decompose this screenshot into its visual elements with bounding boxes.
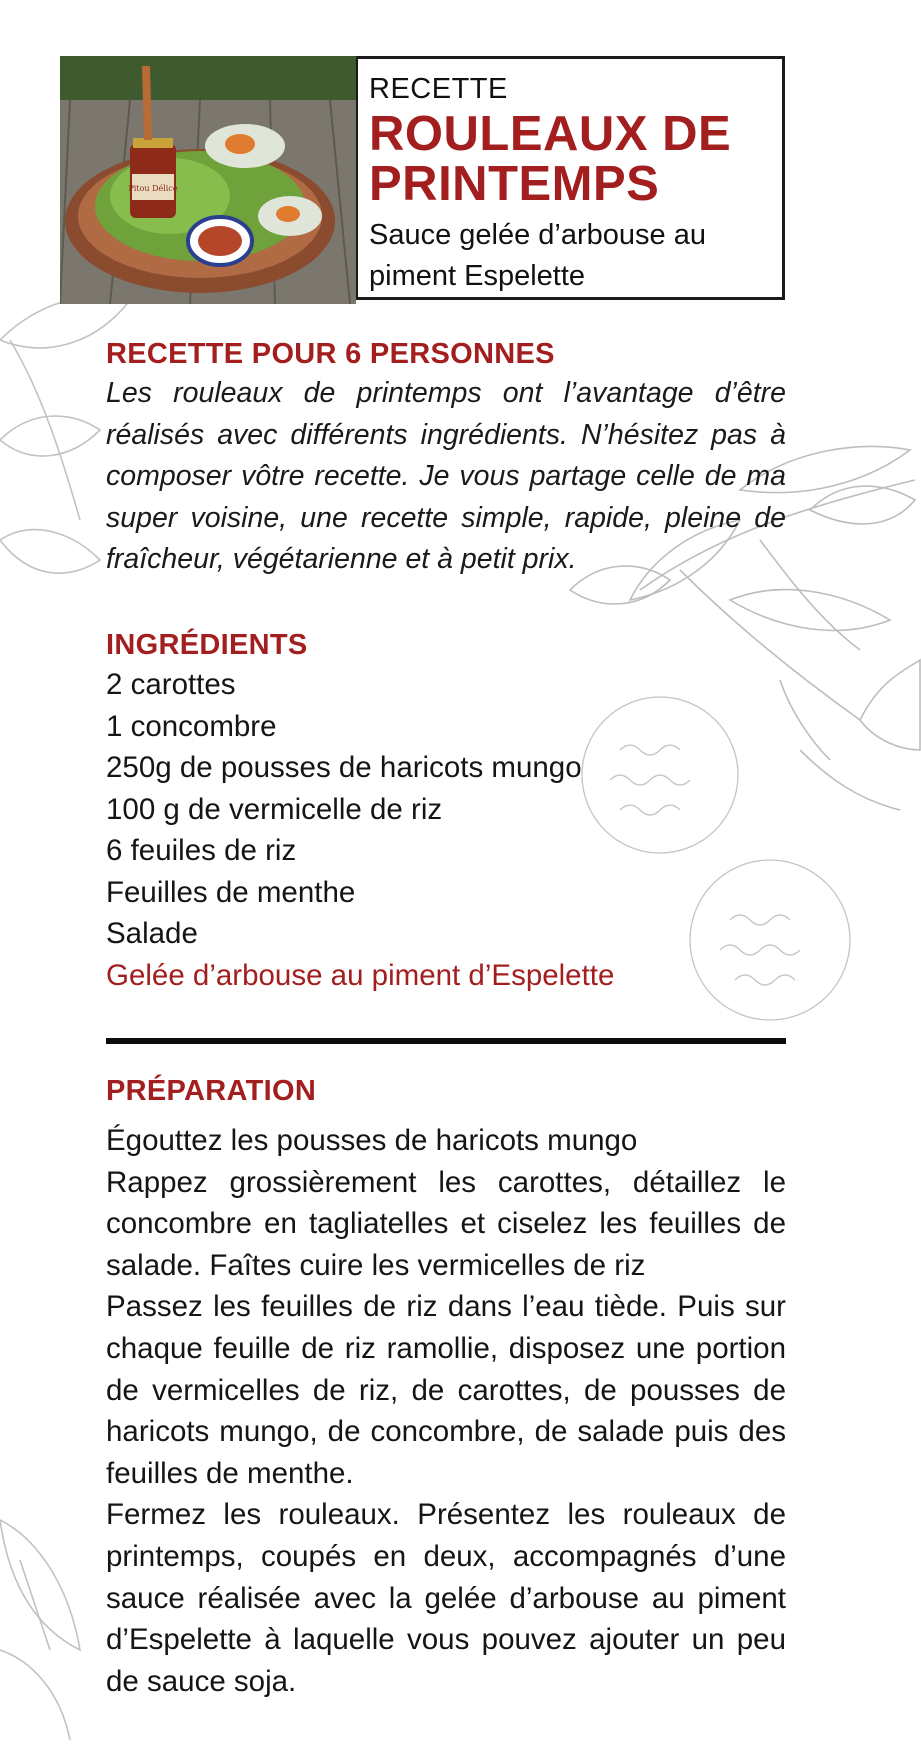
preparation-step: Égouttez les pousses de haricots mungo <box>106 1124 638 1157</box>
ingredient-item: 6 feuiles de riz <box>106 834 297 867</box>
ingredient-item: Salade <box>106 917 198 950</box>
spring-rolls-illustration <box>60 56 356 304</box>
section-divider <box>106 1038 786 1044</box>
preparation-heading: PRÉPARATION <box>106 1075 317 1107</box>
ingredient-item-featured-product: Gelée d’arbouse au piment d’Espelette <box>106 958 615 992</box>
ingredients-list <box>106 664 786 996</box>
recipe-subtitle <box>369 215 782 297</box>
preparation-section <box>106 1075 786 1702</box>
intro-section <box>106 338 786 581</box>
ingredients-heading: INGRÉDIENTS <box>106 629 308 661</box>
ingredient-item: Feuilles de menthe <box>106 875 356 909</box>
intro-paragraph: Les rouleaux de printemps ont l’avantage d’être réalisés avec différents ingrédients. N’hésitez pas à composer vôtre recette. Je vous partage celle de ma super voisine, une recette simple, rapide, pleine de fraîcheur, végétarienne et à petit prix. <box>106 377 786 575</box>
recipe-photo <box>60 56 356 304</box>
recipe-subtitle-line-1: Sauce gelée d’arbouse au <box>369 219 706 251</box>
preparation-step: Rappez grossièrement les carottes, détaillez le concombre en tagliatelles et ciselez les feuilles de salade. Faîtes cuire les vermicelles de riz <box>106 1165 786 1282</box>
ingredients-section <box>106 629 786 996</box>
ingredient-item: 250g de pousses de haricots mungo <box>106 751 582 784</box>
recipe-title-line-1: ROULEAUX DE <box>369 107 732 161</box>
title-box <box>356 56 785 300</box>
recipe-title <box>369 109 782 209</box>
leaf-sketch-bottom-left <box>0 1500 110 1748</box>
recipe-subtitle-line-2: piment Espelette <box>369 260 586 292</box>
preparation-step: Passez les feuilles de riz dans l’eau tiède. Puis sur chaque feuille de riz ramollie, disposez une portion de vermicelles de riz, de carottes, de pousses de haricots mungo, de concombre, de salade puis des feuilles de menthe. <box>106 1290 786 1490</box>
servings-heading: RECETTE POUR 6 PERSONNES <box>106 338 555 370</box>
recipe-title-line-2: PRINTEMPS <box>369 157 660 211</box>
jar-label: Pitou Délice <box>128 184 178 193</box>
ingredient-item: 2 carottes <box>106 668 236 701</box>
recipe-kicker: RECETTE <box>369 73 508 105</box>
ingredient-item: 100 g de vermicelle de riz <box>106 792 443 826</box>
ingredient-item: 1 concombre <box>106 709 277 743</box>
preparation-step: Fermez les rouleaux. Présentez les rouleaux de printemps, coupés en deux, accompagnés d’une sauce réalisée avec la gelée d’arbouse au piment d’Espelette à laquelle vous pouvez ajouter un peu de sauce soja. <box>106 1498 786 1698</box>
